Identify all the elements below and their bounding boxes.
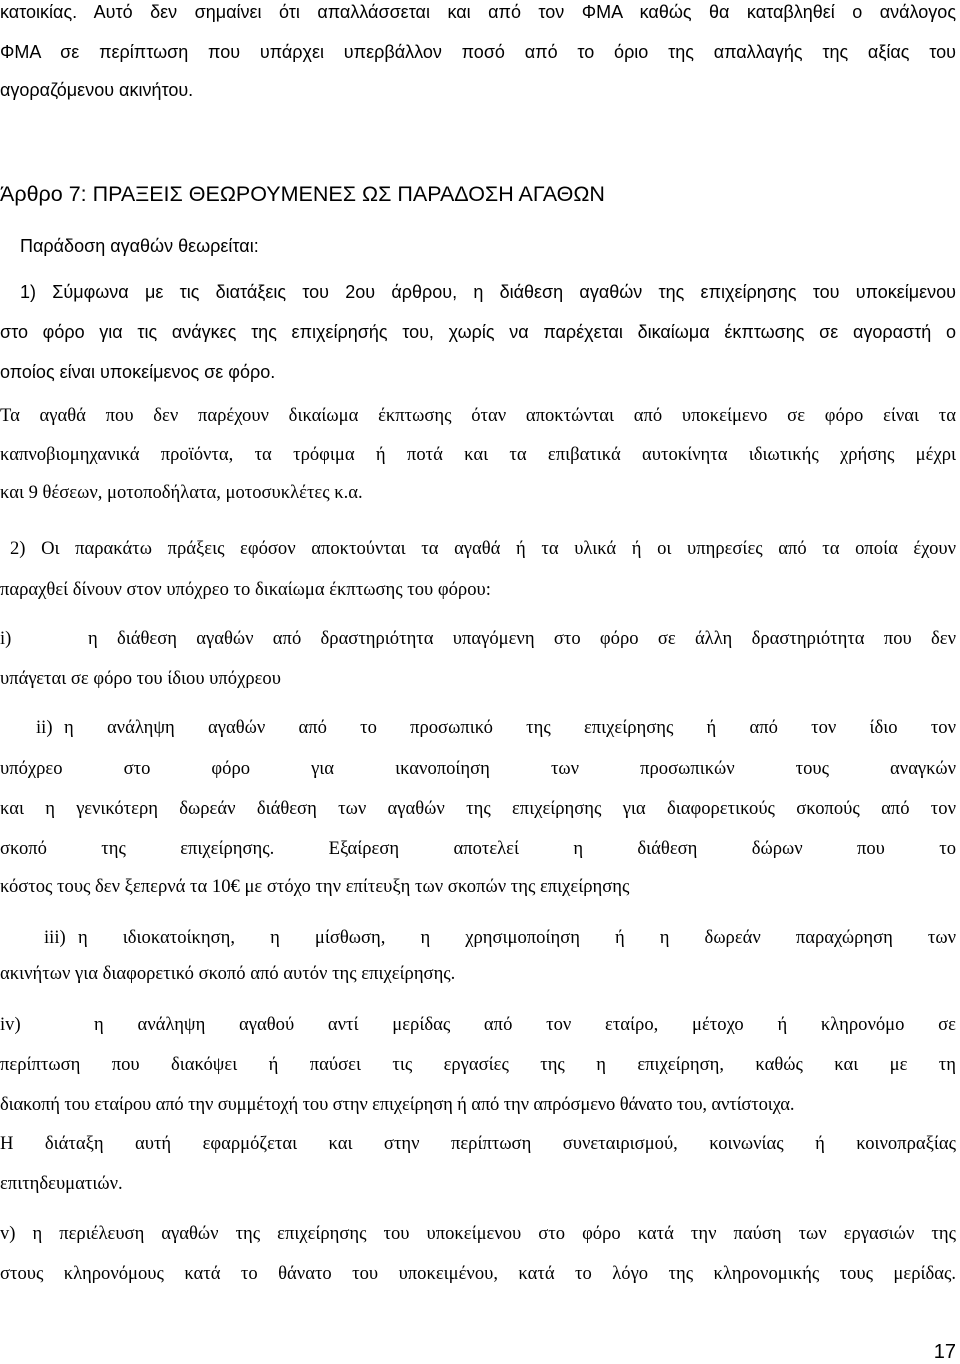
sub-v-line-2: στους κληρονόμους κατά το θάνατο του υποκειμένου, κατά το λόγο της κληρονομικής τους μερίδας. — [0, 1263, 956, 1284]
sub-iii-line-1: η ιδιοκατοίκηση, η μίσθωση, η χρησιμοποίηση ή η δωρεάν παραχώρηση των — [78, 927, 956, 948]
sub-iv-line-5: επιτηδευματιών. — [0, 1173, 123, 1194]
goods-line-1: Τα αγαθά που δεν παρέχουν δικαίωμα έκπτωσης όταν αποκτώνται από υποκείμενο σε φόρο είναι τα — [0, 405, 956, 426]
item2-line-2: παραχθεί δίνουν στον υπόχρεο το δικαίωμα έκπτωσης του φόρου: — [0, 579, 491, 600]
sub-ii-line-3: και η γενικότερη δωρεάν διάθεση των αγαθών της επιχείρησης για διαφορετικούς σκοπούς από τον — [0, 798, 956, 819]
sub-v-line-1: v) η περιέλευση αγαθών της επιχείρησης του υποκείμενου στο φόρο κατά την παύση των εργασιών της — [0, 1223, 956, 1244]
article-heading: Άρθρο 7: ΠΡΑΞΕΙΣ ΘΕΩΡΟΥΜΕΝΕΣ ΩΣ ΠΑΡΑΔΟΣΗ ΑΓΑΘΩΝ — [0, 182, 605, 206]
intro-line-1: κατοικίας. Αυτό δεν σημαίνει ότι απαλλάσσεται και από τον ΦΜΑ καθώς θα καταβληθεί ο ανάλογος — [0, 2, 956, 22]
sub-ii-line-1: η ανάληψη αγαθών από το προσωπικό της επιχείρησης ή από τον ίδιο τον — [64, 717, 956, 738]
sub-iv-line-2: περίπτωση που διακόψει ή παύσει τις εργασίες της η επιχείρηση, καθώς και με τη — [0, 1054, 956, 1075]
goods-line-2: καπνοβιομηχανικά προϊόντα, τα τρόφιμα ή ποτά και τα επιβατικά αυτοκίνητα ιδιωτικής χρήσης μέχρι — [0, 444, 956, 465]
subheading: Παράδοση αγαθών θεωρείται: — [20, 236, 259, 256]
sub-iv-line-3: διακοπή του εταίρου από την συμμέτοχή του στην επιχείρηση ή από την απρόσμενο θάνατο του, αντίστοιχα. — [0, 1094, 795, 1115]
item1-line-1: 1) Σύμφωνα με τις διατάξεις του 2ου άρθρου, η διάθεση αγαθών της επιχείρησης του υποκείμενου — [20, 282, 956, 302]
sub-iii-marker: iii) — [44, 927, 66, 948]
item1-line-3: οποίος είναι υποκείμενος σε φόρο. — [0, 362, 276, 382]
sub-i-marker: i) — [0, 628, 12, 649]
sub-ii-line-5: κόστος τους δεν ξεπερνά τα 10€ με στόχο την επίτευξη των σκοπών της επιχείρησης — [0, 876, 630, 897]
sub-iv-marker: iv) — [0, 1014, 21, 1035]
intro-line-3: αγοραζόμενου ακινήτου. — [0, 80, 194, 100]
sub-i-line-2: υπάγεται σε φόρο του ίδιου υπόχρεου — [0, 668, 281, 689]
sub-ii-line-4: σκοπό της επιχείρησης. Εξαίρεση αποτελεί η διάθεση δώρων που το — [0, 838, 956, 859]
sub-ii-marker: ii) — [36, 717, 53, 738]
sub-i-line-1: η διάθεση αγαθών από δραστηριότητα υπαγόμενη στο φόρο σε άλλη δραστηριότητα που δεν — [88, 628, 956, 649]
goods-line-3: και 9 θέσεων, μοτοποδήλατα, μοτοσυκλέτες κ.α. — [0, 482, 363, 503]
intro-line-2: ΦΜΑ σε περίπτωση που υπάρχει υπερβάλλον ποσό από το όριο της απαλλαγής της αξίας του — [0, 42, 956, 62]
page-number: 17 — [933, 1341, 956, 1363]
sub-iii-line-2: ακινήτων για διαφορετικό σκοπό από αυτόν της επιχείρησης. — [0, 963, 456, 984]
sub-ii-line-2: υπόχρεο στο φόρο για ικανοποίηση των προσωπικών τους αναγκών — [0, 758, 956, 779]
sub-iv-line-1: η ανάληψη αγαθού αντί μερίδας από τον εταίρο, μέτοχο ή κληρονόμο σε — [94, 1014, 956, 1035]
item2-line-1: 2) Οι παρακάτω πράξεις εφόσον αποκτούνται τα αγαθά ή τα υλικά ή οι υπηρεσίες από τα οποία έχουν — [10, 538, 956, 559]
sub-iv-line-4: Η διάταξη αυτή εφαρμόζεται και στην περίπτωση συνεταιρισμού, κοινωνίας ή κοινοπραξίας — [0, 1133, 956, 1154]
item1-line-2: στο φόρο για τις ανάγκες της επιχείρησής του, χωρίς να παρέχεται δικαίωμα έκπτωσης σε αγοραστή ο — [0, 322, 956, 342]
